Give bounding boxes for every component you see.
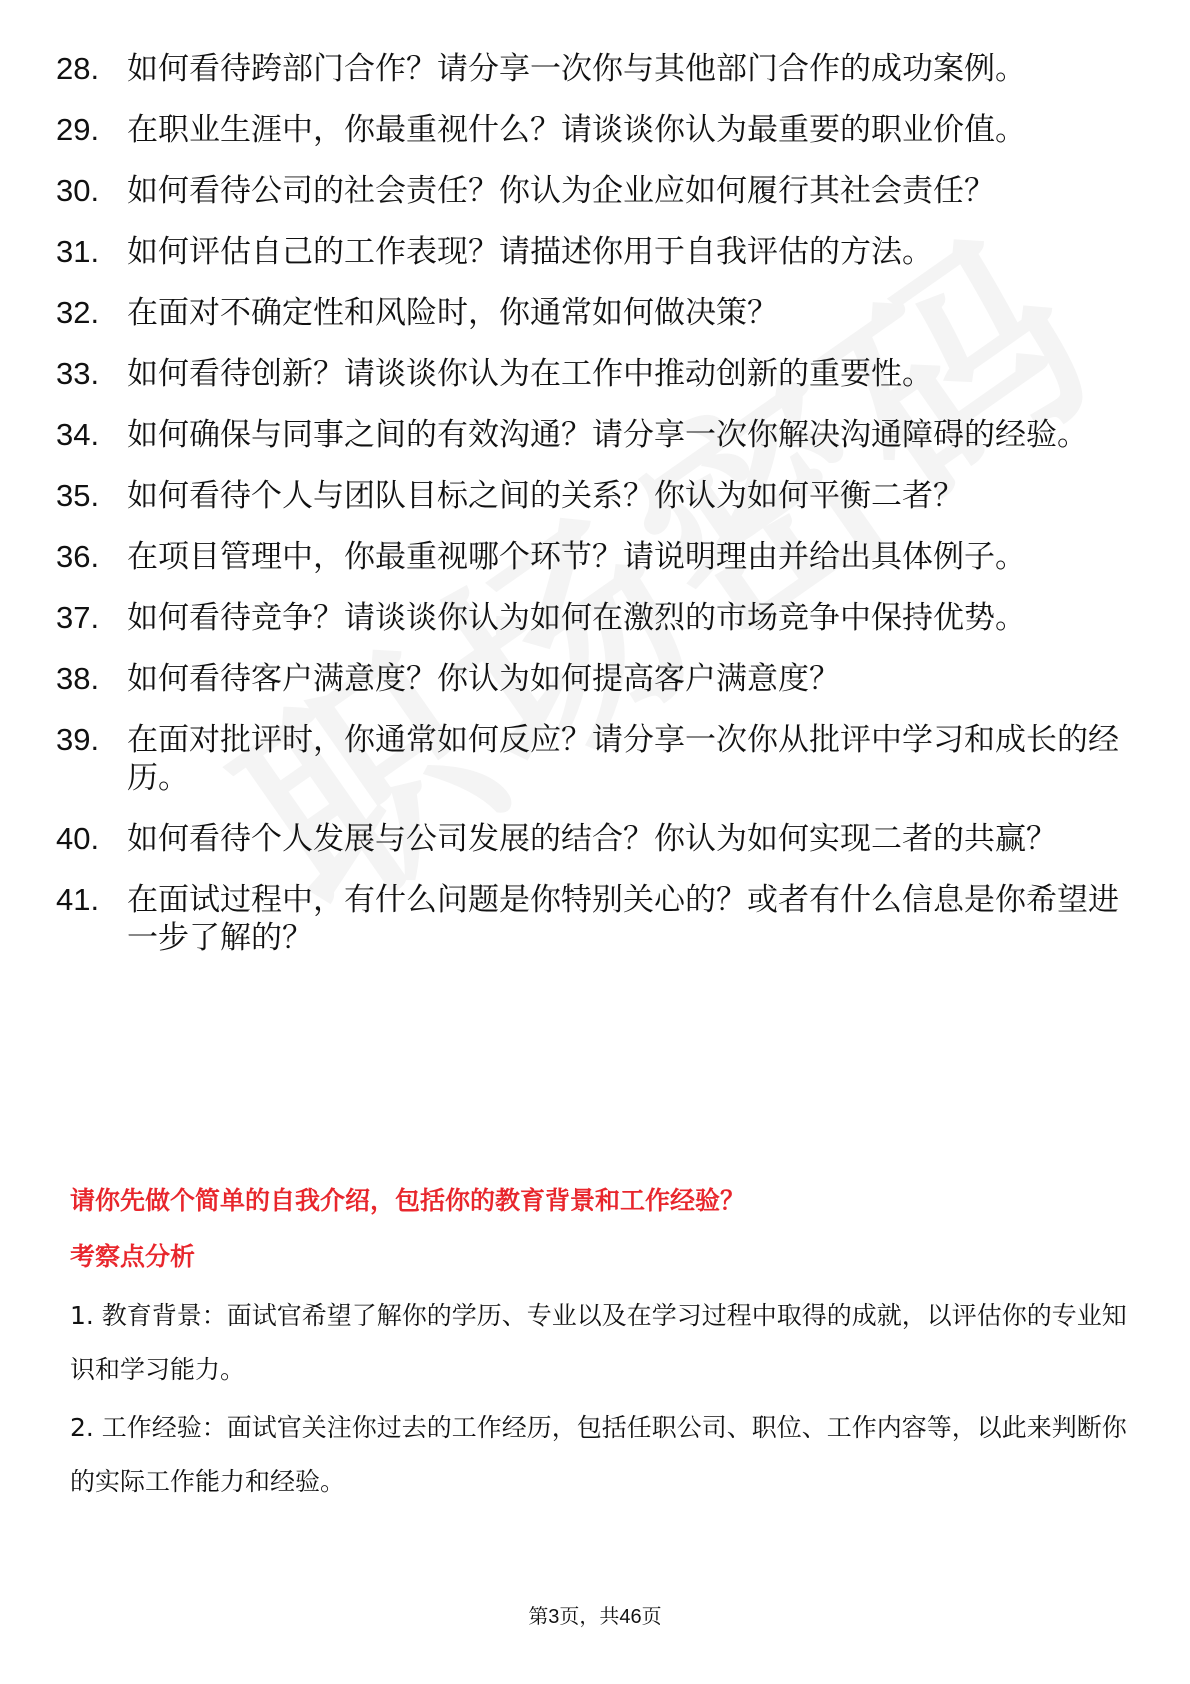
- item-number: 37.: [56, 600, 100, 635]
- list-item: [56, 172, 1126, 210]
- item-text: 如何看待公司的社会责任？你认为企业应如何履行其社会责任？: [127, 173, 995, 209]
- item-text: 如何看待竞争？请谈谈你认为如何在激烈的市场竞争中保持优势。: [127, 600, 1026, 636]
- item-text: 在项目管理中，你最重视哪个环节？请说明理由并给出具体例子。: [127, 539, 1026, 575]
- list-item: [56, 881, 1126, 957]
- list-item: [56, 50, 1126, 88]
- item-text: 如何看待客户满意度？你认为如何提高客户满意度？: [127, 661, 840, 697]
- item-text: 在面对不确定性和风险时，你通常如何做决策？: [127, 295, 778, 331]
- list-item: [56, 660, 1126, 698]
- list-item: [56, 820, 1126, 858]
- list-item: [56, 355, 1126, 393]
- section-subtitle: 考察点分析: [70, 1242, 196, 1271]
- page-number: 第3页，共46页: [528, 1606, 662, 1628]
- item-number: 33.: [56, 356, 100, 391]
- list-item: [56, 599, 1126, 637]
- list-item: [56, 416, 1126, 454]
- item-text: 在面试过程中，有什么问题是你特别关心的？或者有什么信息是你希望进一步了解的？: [127, 882, 1119, 956]
- item-number: 30.: [56, 173, 100, 208]
- item-text: 如何确保与同事之间的有效沟通？请分享一次你解决沟通障碍的经验。: [127, 417, 1088, 453]
- question-list: [56, 50, 1126, 980]
- analysis-point: 1. 教育背景：面试官希望了解你的学历、专业以及在学习过程中取得的成就，以评估你的专业知识和学习能力。: [70, 1301, 1127, 1384]
- item-number: 41.: [56, 882, 100, 917]
- item-number: 38.: [56, 661, 100, 696]
- list-item: [56, 538, 1126, 576]
- item-text: 如何看待个人发展与公司发展的结合？你认为如何实现二者的共赢？: [127, 821, 1057, 857]
- item-number: 36.: [56, 539, 100, 574]
- analysis-section: [70, 1183, 1130, 1513]
- item-number: 40.: [56, 821, 100, 856]
- list-item: [56, 233, 1126, 271]
- item-text: 在职业生涯中，你最重视什么？请谈谈你认为最重要的职业价值。: [127, 112, 1026, 148]
- item-text: 如何评估自己的工作表现？请描述你用于自我评估的方法。: [127, 234, 933, 270]
- item-text: 如何看待跨部门合作？请分享一次你与其他部门合作的成功案例。: [127, 51, 1026, 87]
- item-number: 32.: [56, 295, 100, 330]
- item-number: 29.: [56, 112, 100, 147]
- item-number: 28.: [56, 51, 100, 86]
- item-text: 如何看待个人与团队目标之间的关系？你认为如何平衡二者？: [127, 478, 964, 514]
- list-item: [56, 721, 1126, 797]
- item-number: 34.: [56, 417, 100, 452]
- list-item: [56, 294, 1126, 332]
- analysis-point: 2. 工作经验：面试官关注你过去的工作经历，包括任职公司、职位、工作内容等，以此来判断你的实际工作能力和经验。: [70, 1413, 1127, 1496]
- item-number: 31.: [56, 234, 100, 269]
- list-item: [56, 477, 1126, 515]
- item-text: 如何看待创新？请谈谈你认为在工作中推动创新的重要性。: [127, 356, 933, 392]
- item-number: 35.: [56, 478, 100, 513]
- list-item: [56, 111, 1126, 149]
- item-text: 在面对批评时，你通常如何反应？请分享一次你从批评中学习和成长的经历。: [127, 722, 1119, 796]
- item-number: 39.: [56, 722, 100, 757]
- section-title: 请你先做个简单的自我介绍，包括你的教育背景和工作经验？: [70, 1186, 746, 1215]
